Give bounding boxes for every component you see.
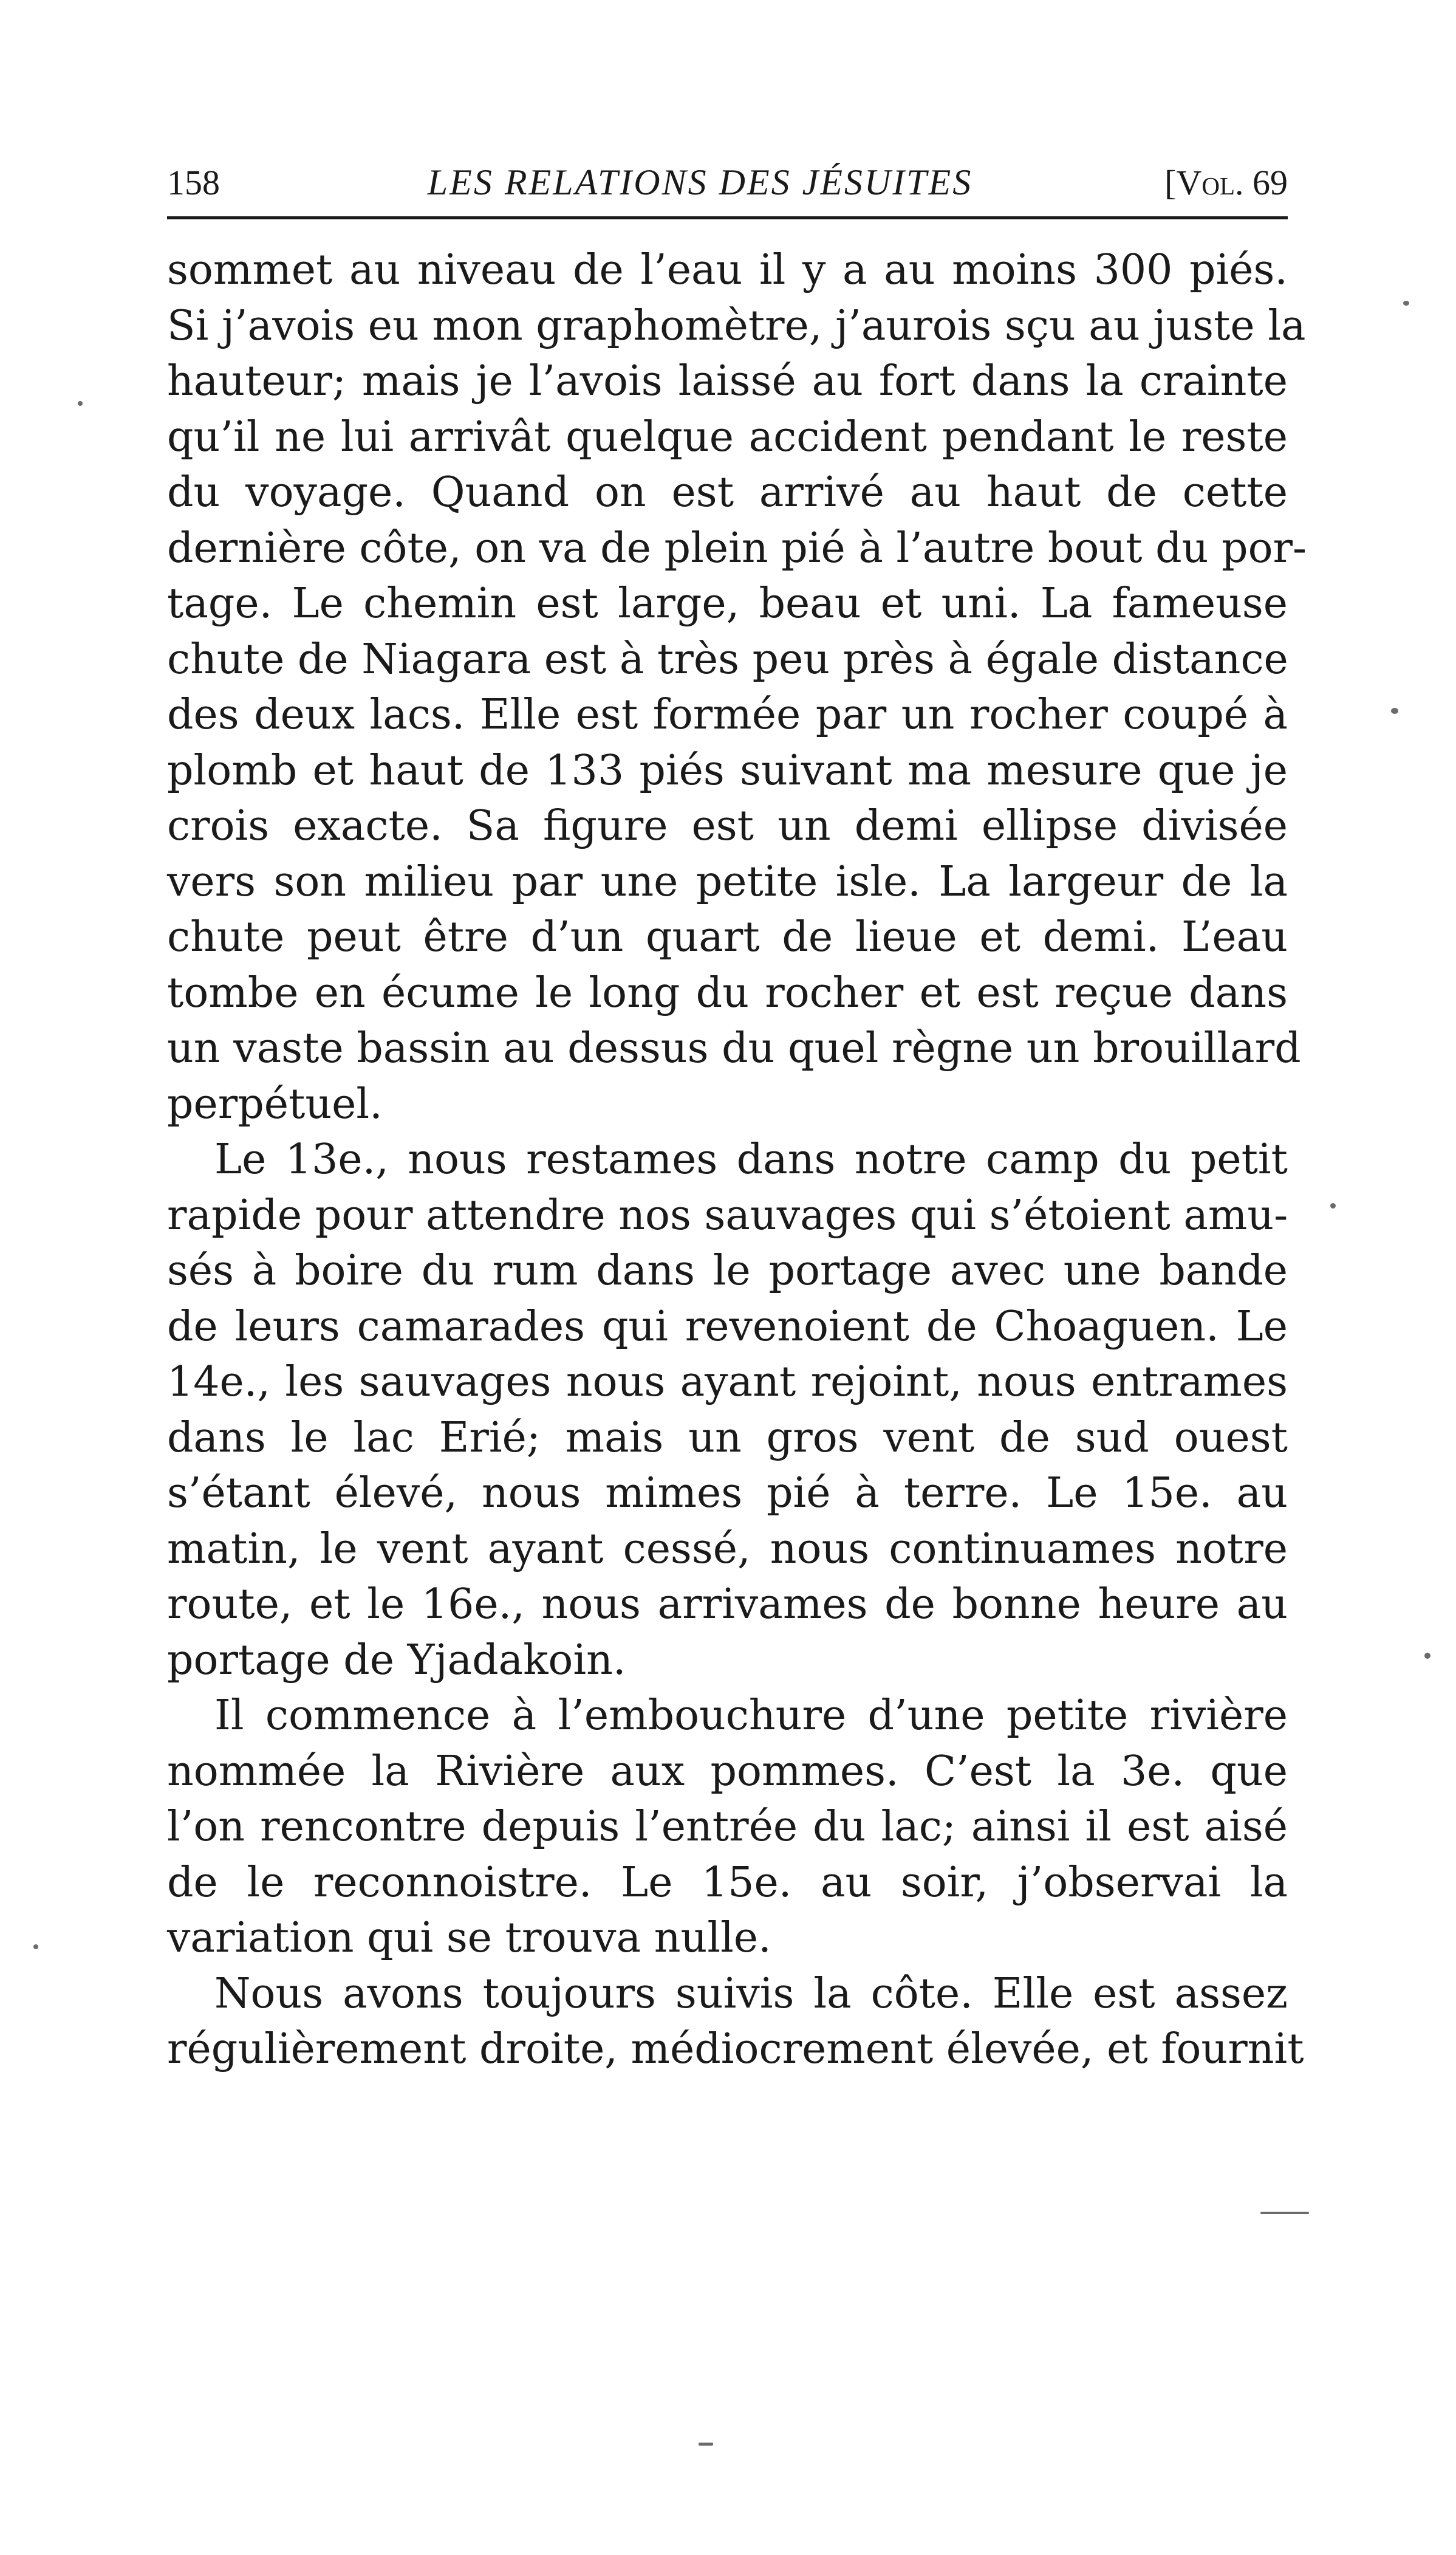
text-line: nommée la Rivière aux pommes. C’est la 3e. que: [167, 1747, 1288, 1795]
running-head: [167, 164, 1288, 219]
text-line: hauteur; mais je l’avois laissé au fort dans la crainte: [167, 357, 1288, 405]
text-line: de le reconnoistre. Le 15e. au soir, j’observai la: [167, 1858, 1288, 1907]
text-line: crois exacte. Sa figure est un demi ellipse divisée: [167, 802, 1288, 850]
paragraph: [167, 242, 1307, 1132]
paragraph: [167, 1688, 1288, 1966]
text-line: dans le lac Erié; mais un gros vent de sud ouest: [167, 1413, 1288, 1462]
text-line: des deux lacs. Elle est formée par un rocher coupé à: [167, 691, 1288, 739]
scan-speck: [33, 1944, 38, 1949]
text-line: matin, le vent ayant cessé, nous continuames notre: [167, 1524, 1288, 1573]
scan-speck: [1391, 708, 1398, 714]
text-line: tombe en écume le long du rocher et est reçue dans: [167, 969, 1288, 1017]
text-line: chute de Niagara est à très peu près à égale distance: [167, 635, 1288, 684]
text-line: Si j’avois eu mon graphomètre, j’aurois sçu au juste la: [167, 301, 1306, 350]
text-line: un vaste bassin au dessus du quel règne un brouillard: [167, 1024, 1301, 1072]
paragraph: [167, 1966, 1304, 2077]
scan-speck: [699, 2443, 713, 2446]
volume-reference: [Vol. 69: [1164, 163, 1288, 202]
text-line: chute peut être d’un quart de lieue et demi. L’eau: [167, 913, 1288, 961]
text-line: s’étant élevé, nous mimes pié à terre. Le 15e. au: [167, 1469, 1288, 1517]
text-line: route, et le 16e., nous arrivames de bonne heure au: [167, 1580, 1288, 1628]
text-line: portage de Yjadakoin.: [167, 1636, 626, 1684]
text-line: rapide pour attendre nos sauvages qui s’étoient amu-: [167, 1191, 1288, 1240]
scan-speck: [1424, 1653, 1430, 1659]
text-line: tage. Le chemin est large, beau et uni. La fameuse: [167, 580, 1288, 628]
body-text: [167, 242, 1307, 2077]
scan-speck: [1260, 2212, 1309, 2214]
text-line: Le 13e., nous restames dans notre camp du petit: [214, 1136, 1288, 1184]
page-number: 158: [167, 163, 220, 202]
running-title: LES RELATIONS DES JÉSUITES: [427, 162, 973, 202]
text-line: perpétuel.: [167, 1080, 383, 1128]
text-line: variation qui se trouva nulle.: [167, 1914, 771, 1962]
paragraph: [167, 1132, 1288, 1688]
text-line: régulièrement droite, médiocrement élevée, et fournit: [167, 2025, 1304, 2073]
text-line: Nous avons toujours suivis la côte. Elle est assez: [214, 1969, 1288, 2018]
text-line: Il commence à l’embouchure d’une petite rivière: [214, 1692, 1288, 1740]
scan-speck: [1403, 301, 1409, 306]
text-line: sés à boire du rum dans le portage avec une bande: [167, 1247, 1288, 1295]
text-line: de leurs camarades qui revenoient de Choaguen. Le: [167, 1302, 1288, 1351]
text-line: vers son milieu par une petite isle. La largeur de la: [167, 857, 1288, 906]
scan-speck: [78, 401, 83, 406]
text-line: 14e., les sauvages nous ayant rejoint, nous entrames: [167, 1358, 1288, 1406]
text-line: l’on rencontre depuis l’entrée du lac; ainsi il est aisé: [167, 1803, 1288, 1851]
text-line: plomb et haut de 133 piés suivant ma mesure que je: [167, 746, 1288, 795]
text-line: qu’il ne lui arrivât quelque accident pendant le reste: [167, 413, 1288, 461]
text-line: du voyage. Quand on est arrivé au haut de cette: [167, 468, 1288, 516]
text-line: sommet au niveau de l’eau il y a au moins 300 piés.: [167, 246, 1288, 294]
book-page: [167, 162, 1307, 2077]
text-line: dernière côte, on va de plein pié à l’autre bout du por-: [167, 524, 1307, 572]
scan-speck: [1330, 1203, 1336, 1209]
